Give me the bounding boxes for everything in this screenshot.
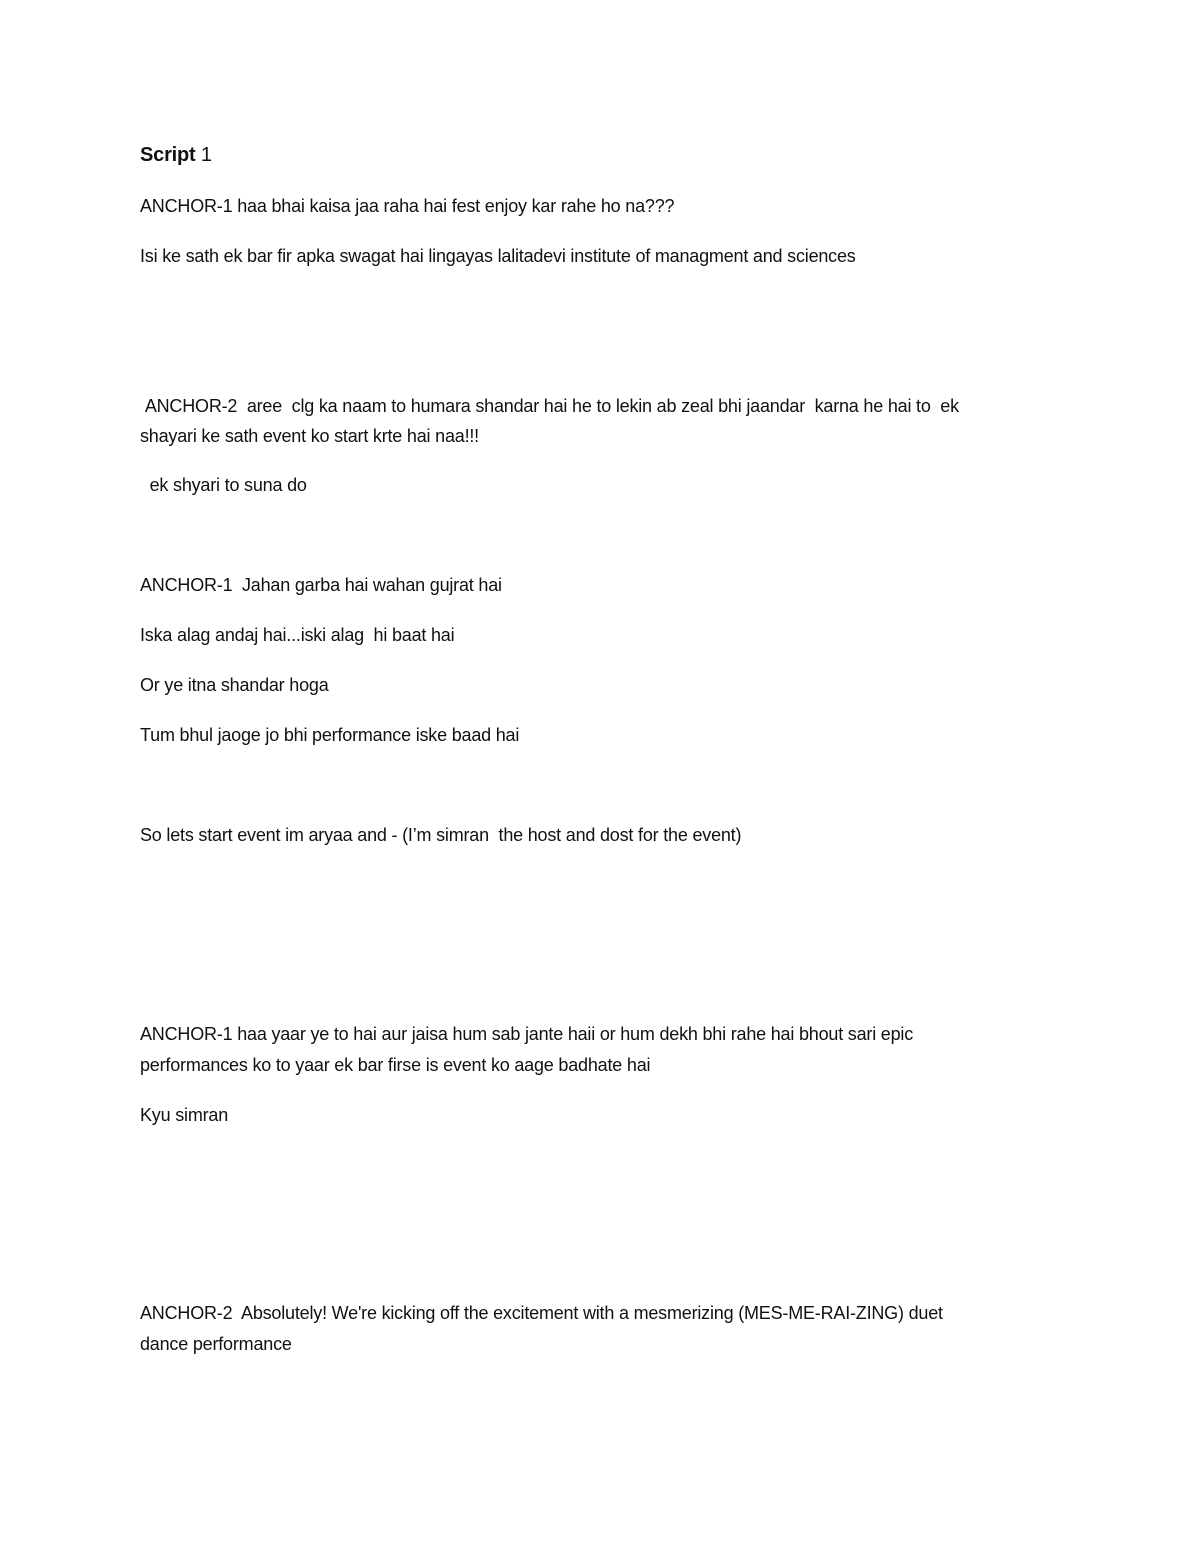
script-title-bold: Script [140,144,196,166]
line-anchor1-shayari: ANCHOR-1 Jahan garba hai wahan gujrat hai [140,575,502,595]
script-title-number: 1 [195,144,212,166]
line-shayari-2: Iska alag andaj hai...iski alag hi baat hai [140,625,455,645]
line-welcome: Isi ke sath ek bar fir apka swagat hai lingayas lalitadevi institute of managment and sciences [140,246,856,266]
line-anchor1-intro: ANCHOR-1 haa bhai kaisa jaa raha hai fest enjoy kar rahe ho na??? [140,196,675,216]
line-anchor2-cont: shayari ke sath event ko start krte hai naa!!! [140,426,479,446]
line-kyu-simran: Kyu simran [140,1105,229,1125]
line-shayari-3: Or ye itna shandar hoga [140,675,329,695]
line-dance-performance: dance performance [140,1334,292,1354]
line-start-event: So lets start event im aryaa and - (I’m simran the host and dost for the event) [140,825,742,845]
script-title [140,140,1060,170]
line-shayari-4: Tum bhul jaoge jo bhi performance iske baad hai [140,725,520,745]
line-anchor2-intro: ANCHOR-2 aree clg ka naam to humara shandar hai he to lekin ab zeal bhi jaandar karna he hai to ek [140,396,959,416]
line-anchor1-epic: ANCHOR-1 haa yaar ye to hai aur jaisa hum sab jante haii or hum dekh bhi rahe hai bhout sari epic [140,1024,914,1044]
line-shyari-request: ek shyari to suna do [140,475,307,495]
line-anchor2-absolutely: ANCHOR-2 Absolutely! We're kicking off the excitement with a mesmerizing (MES-ME-RAI-ZING) duet [140,1303,943,1323]
line-anchor1-epic-cont: performances ko to yaar ek bar firse is event ko aage badhate hai [140,1055,651,1075]
